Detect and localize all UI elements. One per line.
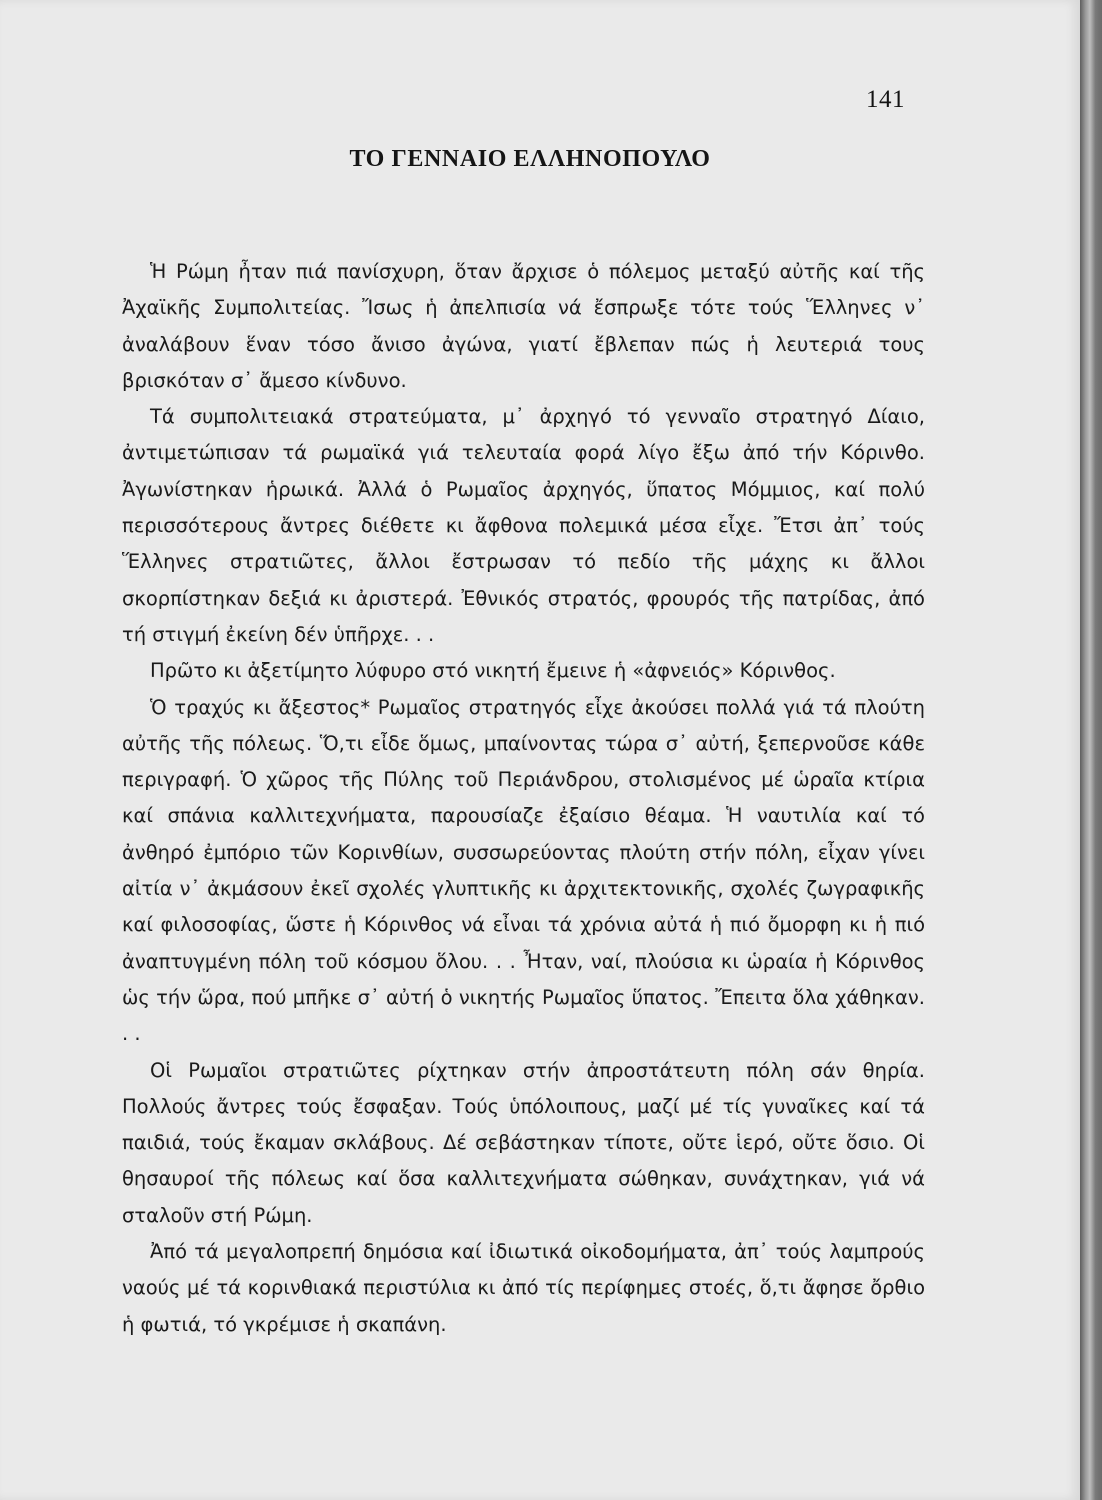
paragraph: Ἡ Ρώμη ἦταν πιά πανίσχυρη, ὅταν ἄρχισε ὁ πόλεμος μεταξύ αὐτῆς καί τῆς Ἀχαϊκῆς Συμπολιτείας. Ἴσως ἡ ἀπελπισία νά ἔσπρωξε τότε τούς Ἕλληνες ν᾽ ἀναλάβουν ἕναν τόσο ἄνισο ἀγώνα, γιατί ἔβλεπαν πώς ἡ λευτεριά τους βρισκόταν σ᾽ ἄμεσο κίνδυνο. [122, 260, 925, 392]
paragraph: Οἱ Ρωμαῖοι στρατιῶτες ρίχτηκαν στήν ἀπροστάτευτη πόλη σάν θηρία. Πολλούς ἄντρες τούς ἔσφαξαν. Τούς ὑπόλοιπους, μαζί μέ τίς γυναῖκες καί τά παιδιά, τούς ἔκαμαν σκλάβους. Δέ σεβάστηκαν τίποτε, οὔτε ἱερό, οὔτε ὅσιο. Οἱ θησαυροί τῆς πόλεως καί ὅσα καλλιτεχνήματα σώθηκαν, συνάχτηκαν, γιά νά σταλοῦν στή Ρώμη. [122, 1058, 925, 1227]
paragraph: Ἀπό τά μεγαλοπρεπή δημόσια καί ἰδιωτικά οἰκοδομήματα, ἀπ᾽ τούς λαμπρούς ναούς μέ τά κορινθιακά περιστύλια κι ἀπό τίς περίφημες στοές, ὅ,τι ἄφησε ὄρθιο ἡ φωτιά, τό γκρέμισε ἡ σκαπάνη. [122, 1240, 925, 1336]
paragraph: Πρῶτο κι ἀξετίμητο λύφυρο στό νικητή ἔμεινε ἡ «ἀφνειός» Κόρινθος. [150, 659, 836, 683]
chapter-title: ΤΟ ΓΕΝΝΑΙΟ ΕΛΛΗΝΟΠΟΥΛΟ [349, 146, 711, 172]
page-number: 141 [866, 86, 905, 113]
body-text [122, 254, 925, 1343]
paragraph: Τά συμπολιτειακά στρατεύματα, μ᾽ ἀρχηγό τό γενναῖο στρατηγό Δίαιο, ἀντιμετώπισαν τά ρωμαϊκά γιά τελευταία φορά λίγο ἔξω ἀπό τήν Κόρινθο. Ἀγωνίστηκαν ἡρωικά. Ἀλλά ὁ Ρωμαῖος ἀρχηγός, ὕπατος Μόμμιος, καί πολύ περισσότερους ἄντρες διέθετε κι ἄφθονα πολεμικά μέσα εἶχε. Ἔτσι ἀπ᾽ τούς Ἕλληνες στρατιῶτες, ἄλλοι ἔστρωσαν τό πεδίο τῆς μάχης κι ἄλλοι σκορπίστηκαν δεξιά κι ἀριστερά. Ἐθνικός στρατός, φρουρός τῆς πατρίδας, ἀπό τή στιγμή ἐκείνη δέν ὑπῆρχε. . . [122, 405, 925, 646]
page-edge-shadow [1080, 0, 1102, 1500]
paragraph: Ὁ τραχύς κι ἄξεστος* Ρωμαῖος στρατηγός εἶχε ἀκούσει πολλά γιά τά πλούτη αὐτῆς τῆς πόλεως. Ὅ,τι εἶδε ὅμως, μπαίνοντας τώρα σ᾽ αὐτή, ξεπερνοῦσε κάθε περιγραφή. Ὁ χῶρος τῆς Πύλης τοῦ Περιάνδρου, στολισμένος μέ ὡραῖα κτίρια καί σπάνια καλλιτεχνήματα, παρουσίαζε ἐξαίσιο θέαμα. Ἡ ναυτιλία καί τό ἀνθηρό ἐμπόριο τῶν Κορινθίων, συσσωρεύοντας πλούτη στήν πόλη, εἶχαν γίνει αἰτία ν᾽ ἀκμάσουν ἐκεῖ σχολές γλυπτικῆς κι ἀρχιτεκτονικῆς, σχολές ζωγραφικῆς καί φιλοσοφίας, ὥστε ἡ Κόρινθος νά εἶναι τά χρόνια αὐτά ἡ πιό ὄμορφη κι ἡ πιό ἀναπτυγμένη πόλη τοῦ κόσμου ὅλου. . . Ἦταν, ναί, πλούσια κι ὡραία ἡ Κόρινθος ὡς τήν ὥρα, πού μπῆκε σ᾽ αὐτή ὁ νικητής Ρωμαῖος ὕπατος. Ἔπειτα ὅλα χάθηκαν. . . [122, 695, 925, 1046]
